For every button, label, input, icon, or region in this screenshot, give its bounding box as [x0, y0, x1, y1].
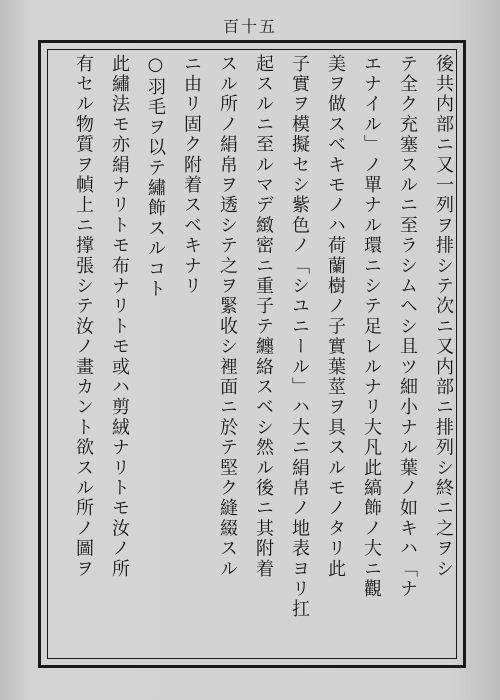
- text-body: [48, 54, 458, 654]
- text-column: 起スルニ至ルマデ緻密ニ重子テ纏絡スベシ然ル後ニ其附着: [253, 54, 274, 580]
- page-number: 百十五: [222, 17, 277, 36]
- text-column: 有セル物質ヲ幀上ニ撑張シテ汝ノ畫カント欲スル所ノ圖ヲ: [73, 54, 94, 580]
- text-column: エナイル」ノ單ナル環ニシテ足レルナリ大凡此縞飾ノ大ニ觀: [361, 54, 382, 600]
- text-column: テ全ク充塞スルニ至ラシムヘシ且ツ細小ナル葉ノ如キハ「ナ: [397, 54, 418, 600]
- text-column: 美ヲ做スベキモノハ荷蘭樹ノ子實葉莖ヲ具スルモノタリ此: [325, 54, 346, 580]
- text-column: 後共内部ニ又一列ヲ排シテ次ニ又内部ニ排列シ終ニ之ヲシ: [433, 54, 454, 580]
- text-column: 子實ヲ模擬セシ紫色ノ「シユニール」ハ大ニ絹帛ノ地表ヨリ扛: [289, 54, 310, 620]
- text-column: ニ由リ固ク附着スベキナリ: [181, 54, 202, 297]
- text-column: 此繡法モ亦絹ナリトモ布ナリトモ或ハ剪絨ナリトモ汝ノ所: [109, 54, 130, 580]
- text-column: スル所ノ絹帛ヲ透シテ之ヲ緊收シ裡面ニ於テ堅ク縫綴スル: [217, 54, 238, 580]
- section-heading: ○羽毛ヲ以テ繡飾スルコト: [145, 54, 166, 300]
